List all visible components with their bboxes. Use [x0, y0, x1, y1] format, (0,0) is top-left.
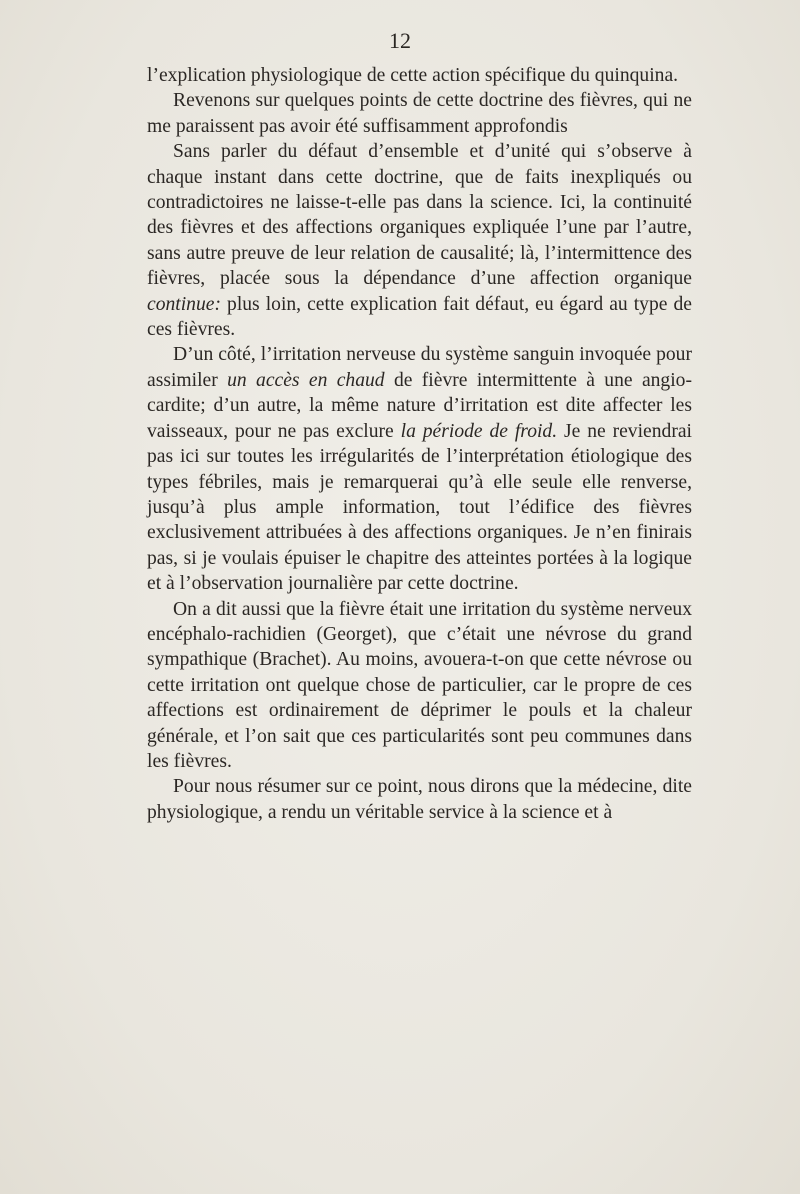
- text-run: de fièvre intermittente à une angio-cardite; d’un autre, la même nature d’irritation est dite affecter les vaisseaux, pour ne pas exclure: [147, 369, 692, 442]
- page-number: 12: [389, 28, 411, 53]
- paragraph: [147, 774, 692, 825]
- text-run: On a dit aussi que la fièvre était une irritation du système nerveux encéphalo-rachidien (Georget), que c’était une névrose du grand sympathique (Brachet). Au moins, avouera-t-on que cette névrose ou cette irritation ont quelque chose de particulier, car le propre de ces affections est ordinairement de déprimer le pouls et la chaleur générale, et l’on sait que ces particularités sont peu communes dans les fièvres.: [147, 598, 692, 772]
- text-run: Revenons sur quelques points de cette doctrine des fièvres, qui ne me paraissent pas avoir été suffisamment approfondis: [147, 90, 692, 137]
- text-run: Je ne reviendrai pas ici sur toutes les irrégularités de l’interprétation étiologique des types fébriles, mais je remarquerai qu’à elle seule elle renverse, jusqu’à plus ample information, tout l’édifice des fièvres exclusivement attribuées à des affections organiques. Je n’en finirais pas, si je voulais épuiser le chapitre des atteintes portées à la logique et à l’observation journalière par cette doctrine.: [147, 420, 693, 595]
- text-run: plus loin, cette explication fait défaut, eu égard au type de ces fièvres.: [147, 293, 692, 341]
- text-run: Sans parler du défaut d’ensemble et d’unité qui s’observe à chaque instant dans cette doctrine, que de faits inexpliqués ou contradictoires ne laisse-t-elle pas dans la science. Ici, la continuité des fièvres et des affections organiques expliquée l’une par l’autre, sans autre preuve de leur relation de causalité; là, l’intermittence des fièvres, placée sous la dépendance d’une affection organique: [147, 141, 692, 290]
- paragraph: [147, 63, 692, 88]
- body-text: [147, 63, 692, 825]
- text-run: l’explication physiologique de cette action spécifique du quinquina.: [147, 65, 679, 86]
- italic-phrase: un accès en chaud: [227, 369, 385, 391]
- italic-phrase: la période de froid.: [400, 420, 558, 442]
- italic-phrase: continue:: [147, 293, 221, 315]
- paragraph: [147, 597, 692, 775]
- text-run: D’un côté, l’irritation nerveuse du système sanguin invoquée pour assimiler: [147, 344, 692, 391]
- paragraph: [147, 88, 692, 139]
- paragraph: [147, 342, 692, 596]
- paragraph: [147, 139, 692, 342]
- text-run: Pour nous résumer sur ce point, nous dirons que la médecine, dite physiologique, a rendu un véritable service à la science et à: [147, 776, 692, 823]
